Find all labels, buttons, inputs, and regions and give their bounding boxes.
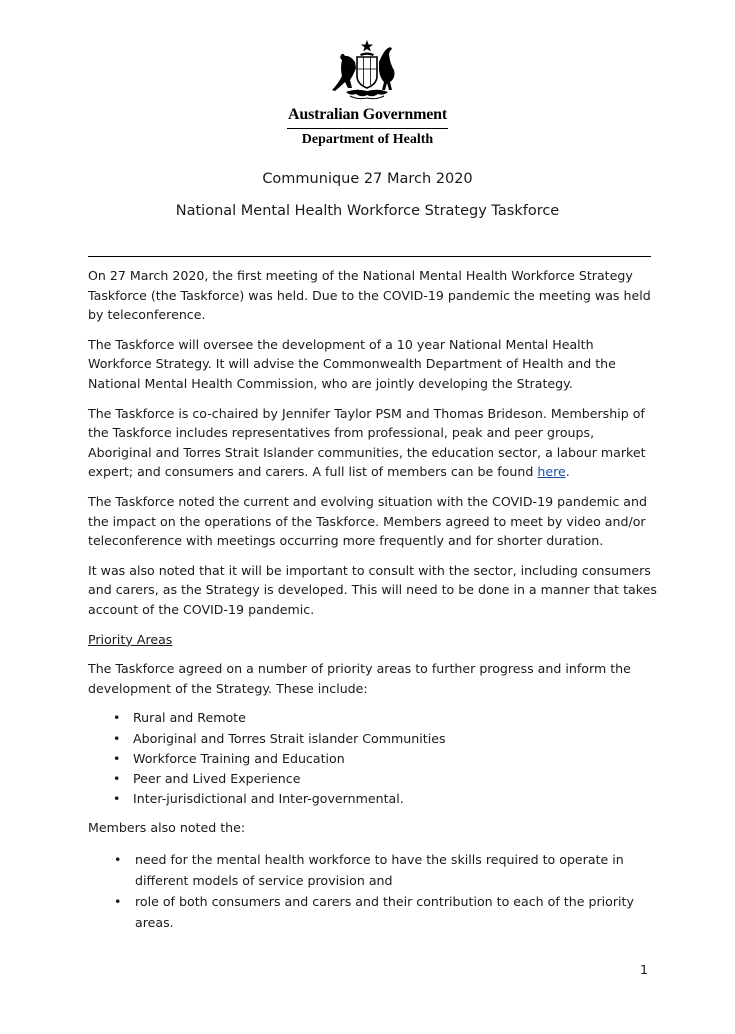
membership-text-end: . [565, 464, 570, 480]
list-item: • need for the mental health workforce to have the skills required to operate in different models of service provision and [88, 849, 655, 891]
list-item: • Aboriginal and Torres Strait islander Communities [88, 729, 658, 749]
priority-areas-list [88, 708, 658, 809]
paragraph-membership [88, 404, 658, 482]
department-name: Department of Health [301, 132, 434, 147]
paragraph-covid-operations: The Taskforce noted the current and evolving situation with the COVID-19 pandemic and the impact on the operations of the Taskforce. Members agreed to meet by video and/or teleconference with meetings occurring more frequently and for shorter duration. [88, 493, 647, 549]
communique-date-title: Communique 27 March 2020 [262, 171, 473, 187]
page-number: 1 [640, 962, 649, 977]
list-item: • Workforce Training and Education [88, 749, 658, 769]
list-item: • Rural and Remote [88, 708, 658, 728]
org-divider [287, 128, 448, 129]
title-divider [88, 256, 651, 257]
document-body [88, 266, 658, 941]
paragraph-oversight: The Taskforce will oversee the development of a 10 year National Mental Health Workforce Strategy. It will advise the Commonwealth Department of Health and the National Mental Health Commission, who are jointly developing the Strategy. [88, 336, 616, 391]
members-list-link[interactable]: here [537, 464, 566, 480]
list-item: • Inter-jurisdictional and Inter-governmental. [88, 789, 658, 809]
list-item: • role of both consumers and carers and their contribution to each of the priority areas. [88, 891, 655, 933]
paragraph-priority-intro: The Taskforce agreed on a number of priority areas to further progress and inform the development of the Strategy. These include: [88, 661, 631, 696]
org-name: Australian Government [288, 106, 447, 123]
taskforce-title: National Mental Health Workforce Strategy Taskforce [175, 203, 560, 219]
priority-areas-heading: Priority Areas [88, 631, 173, 647]
coat-of-arms-logo [326, 38, 408, 102]
paragraph-first-meeting: On 27 March 2020, the first meeting of the National Mental Health Workforce Strategy Taskforce (the Taskforce) was held. Due to the COVID-19 pandemic the meeting was held by teleconference. [88, 268, 651, 323]
paragraph-consultation: It was also noted that it will be important to consult with the sector, including consumers and carers, as the Strategy is developed. This will need to be done in a manner that takes account of the COVID-19 pandemic. [88, 562, 657, 617]
membership-text: The Taskforce is co-chaired by Jennifer Taylor PSM and Thomas Brideson. Membership of the Taskforce includes representatives from professional, peak and peer groups, Aboriginal and Torres Strait Islander communities, the education sector, a labour market expert; and consumers and carers. A full list of members can be found [88, 405, 646, 480]
paragraph-members-noted: Members also noted the: [88, 819, 246, 835]
list-item: • Peer and Lived Experience [88, 769, 658, 789]
noted-items-list [88, 849, 658, 933]
